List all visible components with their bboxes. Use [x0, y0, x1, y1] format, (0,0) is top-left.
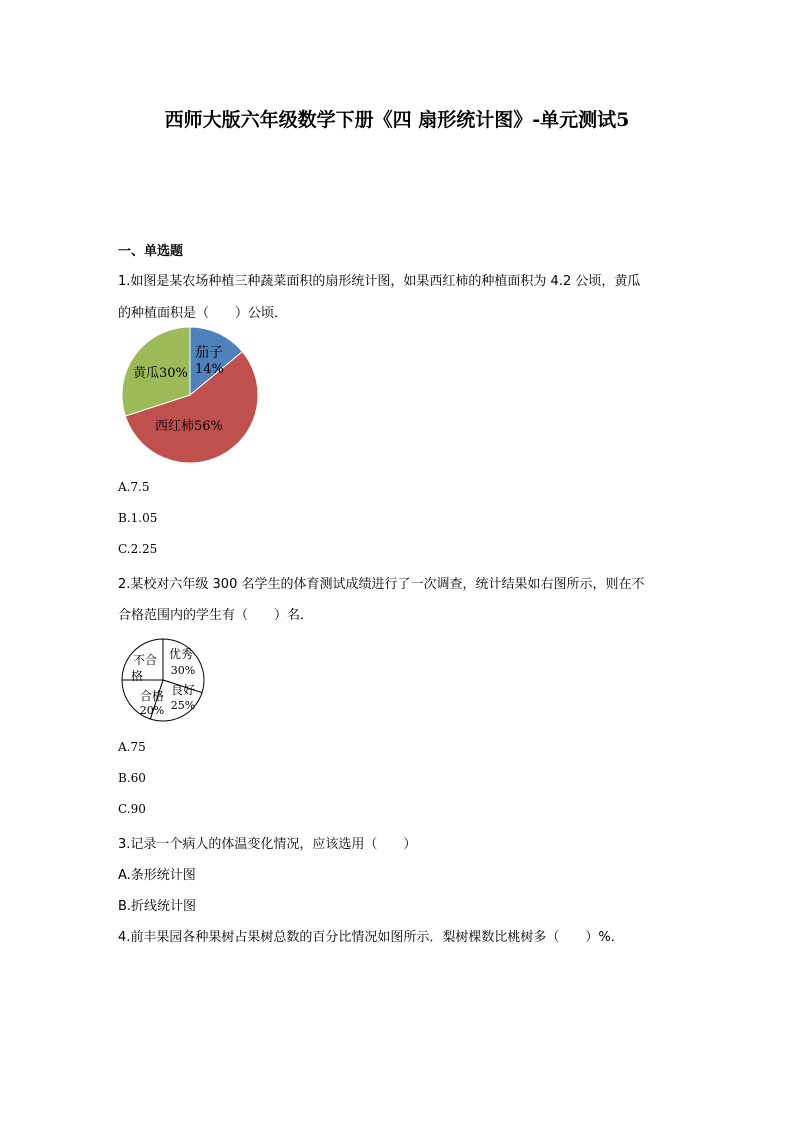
- slice-label-fail-line2: 格: [130, 669, 144, 683]
- slice-label-good: 良好: [170, 683, 196, 697]
- slice-label-eggplant: 茄子: [195, 345, 223, 361]
- question-2-text-line2: 合格范围内的学生有（ ）名．: [118, 608, 314, 623]
- q3-option-b: B.折线统计图: [118, 899, 197, 914]
- slice-label-pass: 合格: [139, 689, 165, 703]
- slice-value-eggplant: 14%: [195, 362, 224, 377]
- q1-option-b: B.1.05: [118, 511, 158, 525]
- question-1-text-line2: 的种植面积是（ ）公顷．: [118, 306, 288, 321]
- question-2-text-line1: 2.某校对六年级 300 名学生的体育测试成绩进行了一次调查，统计结果如右图所示，则在不: [118, 577, 645, 592]
- slice-value-pass: 20%: [139, 704, 165, 717]
- q2-pie-chart: [115, 637, 215, 727]
- question-1-text-line1: 1.如图是某农场种植三种蔬菜面积的扇形统计图，如果西红柿的种植面积为 4.2 公顷，黄瓜: [118, 274, 641, 289]
- slice-value-good: 25%: [170, 699, 196, 712]
- slice-value-excellent: 30%: [170, 664, 196, 677]
- slice-label-tomato: 西红柿56%: [155, 419, 223, 434]
- q1-option-c: C.2.25: [118, 542, 158, 556]
- slice-label-fail-line1: 不合: [132, 653, 158, 667]
- question-3-text: 3.记录一个病人的体温变化情况，应该选用（ ）: [118, 837, 417, 852]
- section-heading: 一、单选题: [118, 244, 184, 259]
- q1-option-a: A.7.5: [118, 480, 150, 494]
- slice-label-cucumber: 黄瓜30%: [133, 366, 188, 381]
- q2-option-b: B.60: [118, 771, 146, 785]
- slice-label-excellent: 优秀: [168, 647, 194, 661]
- question-4-text: 4.前丰果园各种果树占果树总数的百分比情况如图所示．梨树棵数比桃树多（ ）%．: [118, 930, 624, 945]
- document-title: 西师大版六年级数学下册《四 扇形统计图》-单元测试5: [164, 109, 630, 131]
- q3-option-a: A.条形统计图: [118, 868, 196, 883]
- q2-option-c: C.90: [118, 802, 146, 816]
- q2-option-a: A.75: [118, 740, 146, 754]
- q1-pie-chart: [115, 325, 270, 470]
